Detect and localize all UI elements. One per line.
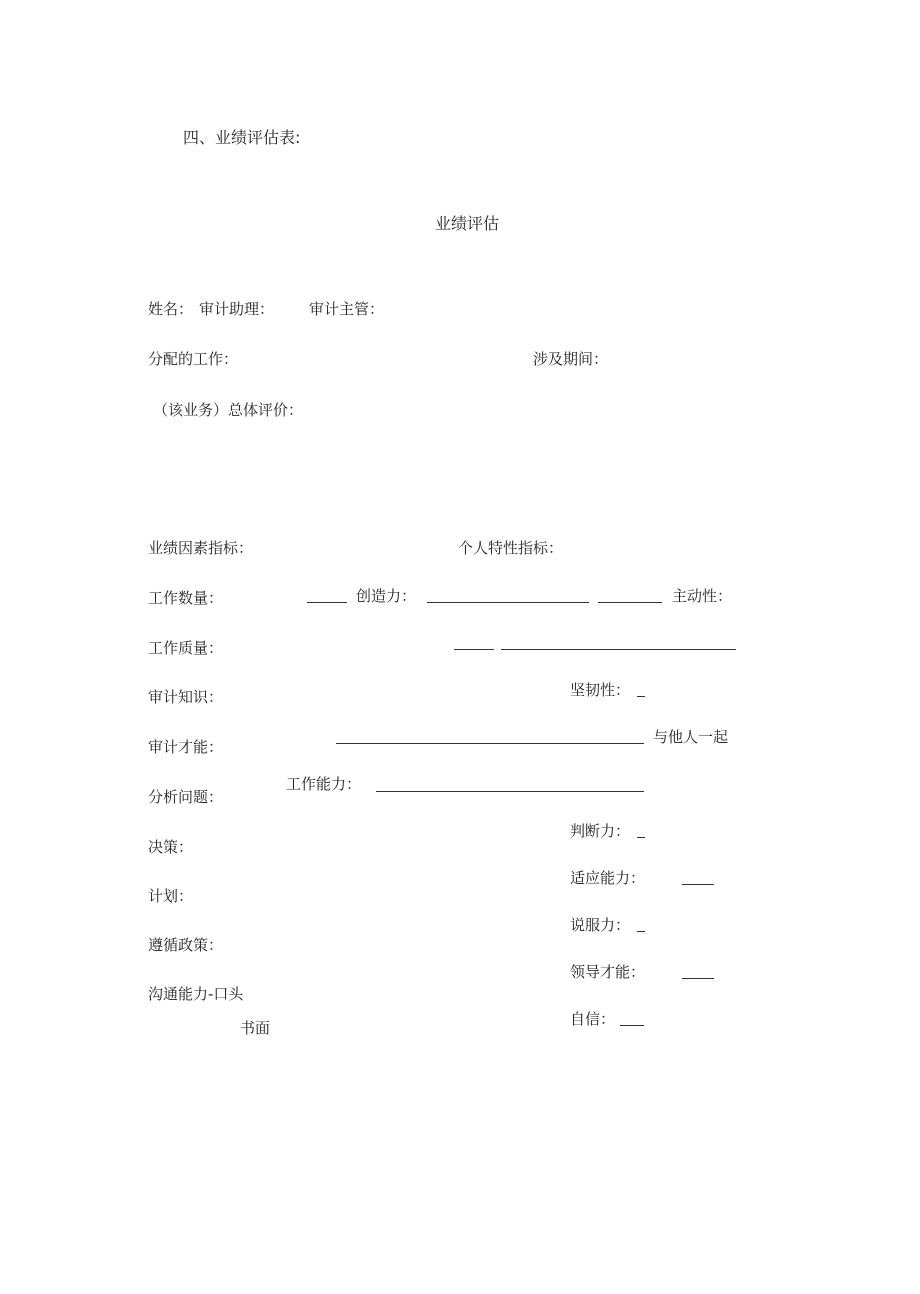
creativity-blank-2 (598, 602, 662, 603)
section-heading: 四、业绩评估表: (183, 128, 301, 147)
factor-work-quality: 工作质量： (148, 639, 224, 657)
trait-persistence: 坚韧性： (570, 681, 631, 699)
leadership-blank (682, 978, 714, 979)
trait-adaptability: 适应能力： (570, 869, 646, 887)
teamwork-blank (376, 791, 644, 792)
trait-leadership: 领导才能： (570, 963, 646, 981)
persistence-blank (637, 696, 645, 697)
trait-initiative: 主动性： (672, 587, 733, 605)
factor-communication: 沟通能力-口头 (148, 985, 244, 1003)
factor-policy: 遵循政策： (148, 936, 224, 954)
trait-teamwork-cont: 工作能力： (286, 775, 362, 793)
persuasion-blank (637, 931, 645, 932)
name-label: 姓名： (148, 300, 194, 318)
audit-ability-blank (336, 743, 644, 744)
factor-problem-analysis: 分析问题： (148, 788, 224, 806)
work-quantity-blank (307, 602, 347, 603)
trait-judgment: 判断力： (570, 822, 631, 840)
period-label: 涉及期间： (533, 350, 609, 368)
work-quality-blank (454, 649, 494, 650)
confidence-blank (620, 1025, 644, 1026)
trait-persuasion: 说服力： (570, 916, 631, 934)
audit-assistant-label: 审计助理： (199, 300, 275, 318)
factor-planning: 计划： (148, 887, 194, 905)
trait-confidence: 自信： (570, 1010, 616, 1028)
audit-supervisor-label: 审计主管： (309, 300, 385, 318)
trait-creativity: 创造力： (356, 587, 417, 605)
performance-factors-heading: 业绩因素指标： (148, 539, 254, 557)
factor-audit-knowledge: 审计知识： (148, 688, 224, 706)
trait-teamwork: 与他人一起 (653, 728, 729, 746)
adaptability-blank (682, 884, 714, 885)
factor-communication-written: 书面 (240, 1019, 271, 1037)
creativity-blank (427, 602, 589, 603)
factor-audit-ability: 审计才能： (148, 738, 224, 756)
form-title: 业绩评估 (435, 214, 500, 233)
overall-evaluation-label: （该业务）总体评价： (153, 401, 304, 419)
initiative-blank (501, 649, 736, 650)
factor-communication-clipped (148, 984, 268, 1003)
factor-work-quantity: 工作数量： (148, 589, 224, 607)
judgment-blank (637, 837, 645, 838)
assigned-work-label: 分配的工作： (148, 350, 239, 368)
personal-traits-heading: 个人特性指标： (458, 539, 564, 557)
factor-decision: 决策： (148, 838, 194, 856)
